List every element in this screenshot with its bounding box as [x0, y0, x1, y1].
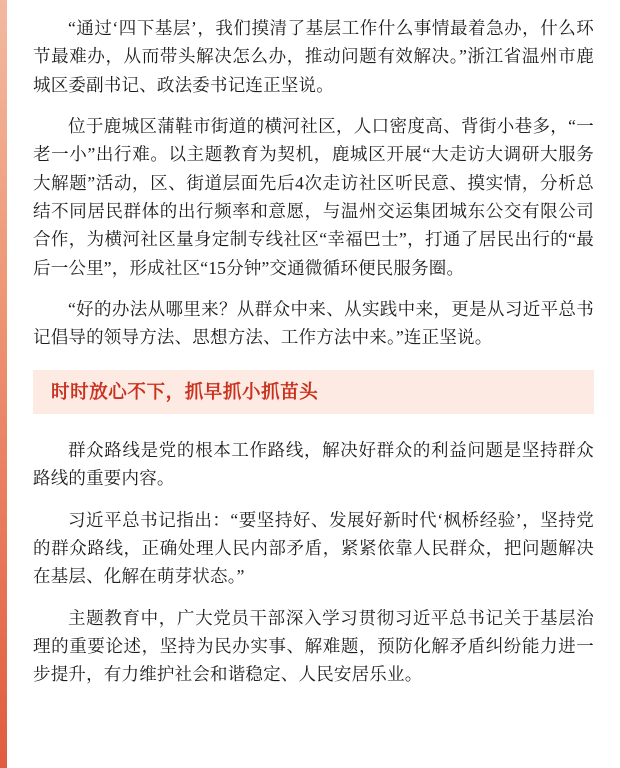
paragraph: 主题教育中，广大党员干部深入学习贯彻习近平总书记关于基层治理的重要论述，坚持为民办实事、解难题，预防化解矛盾纠纷能力进一步提升，有力维护社会和谐稳定、人民安居乐业。 — [33, 607, 594, 685]
paragraph: 位于鹿城区蒲鞋市街道的横河社区，人口密度高、背街小巷多，“一老一小”出行难。以主题教育为契机，鹿城区开展“大走访大调研大服务大解题”活动，区、街道层面先后4次走访社区听民意、摸实情，分析总结不同居民群体的出行频率和意愿，与温州交运集团城东公交有限公司合作，为横河社区量身定制专线社区“幸福巴士”，打通了居民出行的“最后一公里”，形成社区“15分钟”交通微循环便民服务圈。 — [33, 116, 594, 278]
section-heading-band — [33, 370, 594, 414]
paragraph: “通过‘四下基层’，我们摸清了基层工作什么事情最着急办，什么环节最难办，从而带头解决怎么办，推动问题有效解决。”浙江省温州市鹿城区委副书记、政法委书记连正坚说。 — [33, 18, 594, 95]
article-content — [7, 0, 620, 689]
paragraph: “好的办法从哪里来？从群众中来、从实践中来，更是从习近平总书记倡导的领导方法、思想方法、工作方法中来。”连正坚说。 — [33, 299, 594, 348]
paragraph: 习近平总书记指出：“要坚持好、发展好新时代‘枫桥经验’，坚持党的群众路线，正确处理人民内部矛盾，紧紧依靠人民群众，把问题解决在基层、化解在萌芽状态。” — [33, 509, 594, 587]
section-heading-text: 时时放心不下，抓早抓小抓苗头 — [51, 380, 319, 402]
paragraph: 群众路线是党的根本工作路线，解决好群众的利益问题是坚持群众路线的重要内容。 — [33, 439, 594, 489]
left-accent-bar — [0, 0, 7, 768]
